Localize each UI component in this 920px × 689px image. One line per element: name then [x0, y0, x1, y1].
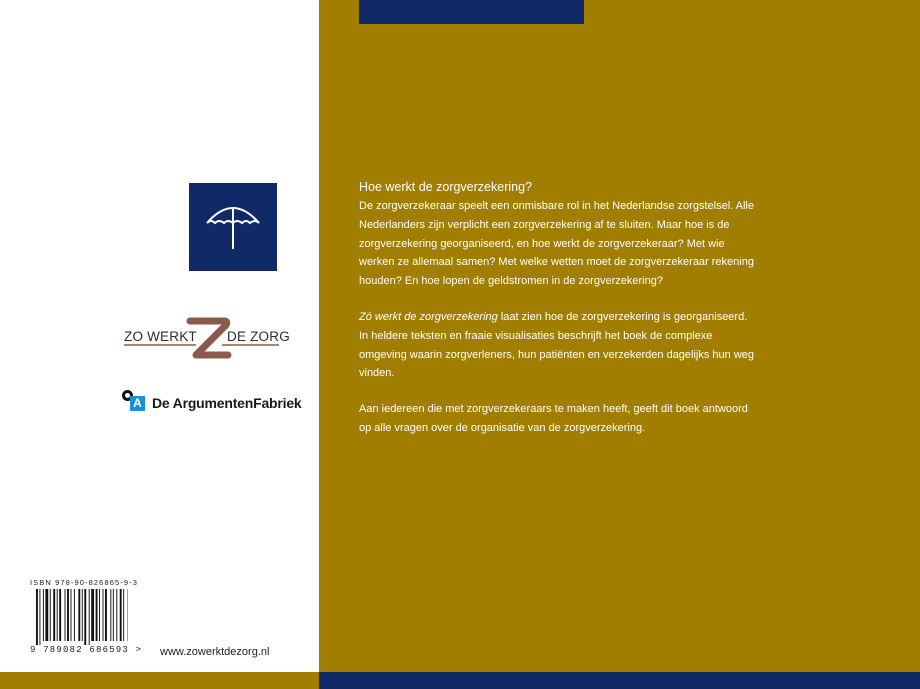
blurb-paragraph-2 [359, 308, 759, 383]
top-navy-block [359, 0, 584, 24]
barcode-digits: 9 789082 686593 > [30, 645, 143, 655]
argumentenfabriek-a-mark: A [130, 396, 145, 411]
umbrella-tile [189, 183, 277, 271]
argumentenfabriek-name: De ArgumentenFabriek [152, 395, 302, 411]
blurb-paragraph-2-text: laat zien hoe de zorgverzekering is georganiseerd. In heldere teksten en fraaie visualisaties beschrijft het boek de complexe omgeving waarin zorgverleners, hun patiënten en verzekerden dagelijks hun weg vinden. [359, 310, 755, 380]
barcode-icon [36, 589, 128, 645]
logo-text-de-zorg: DE ZORG [227, 329, 290, 344]
blurb-paragraph-3: Aan iedereen die met zorgverzekeraars te maken heeft, geeft dit boek antwoord op alle vragen over de organisatie van de zorgverzekering. [359, 403, 748, 434]
blurb-title: Hoe werkt de zorgverzekering? [359, 180, 532, 194]
isbn-label: ISBN 978-90-826865-9-3 [30, 578, 139, 587]
back-cover-blurb [359, 178, 759, 438]
umbrella-icon [189, 183, 277, 271]
left-bottom-stripe [0, 672, 319, 689]
zo-werkt-de-zorg-logo [124, 317, 290, 362]
bottom-navy-stripe [319, 672, 920, 689]
blurb-paragraph-1: De zorgverzekeraar speelt een onmisbare rol in het Nederlandse zorgstelsel. Alle Nederlanders zijn verplicht een zorgverzekering af te sluiten. Maar hoe is de zorgverzekering georganiseerd, en hoe werkt de zorgverzekeraar? Met wie werken ze allemaal samen? Met welke wetten moet de zorgverzekeraar rekening houden? En hoe lopen de geldstromen in de zorgverzekering? [359, 200, 754, 288]
logo-text-zo-werkt: ZO WERKT [124, 329, 197, 344]
book-title-italic: Zó werkt de zorgverzekering [359, 310, 498, 323]
website-url: www.zowerktdezorg.nl [160, 646, 270, 658]
argumentenfabriek-logo [122, 390, 302, 416]
